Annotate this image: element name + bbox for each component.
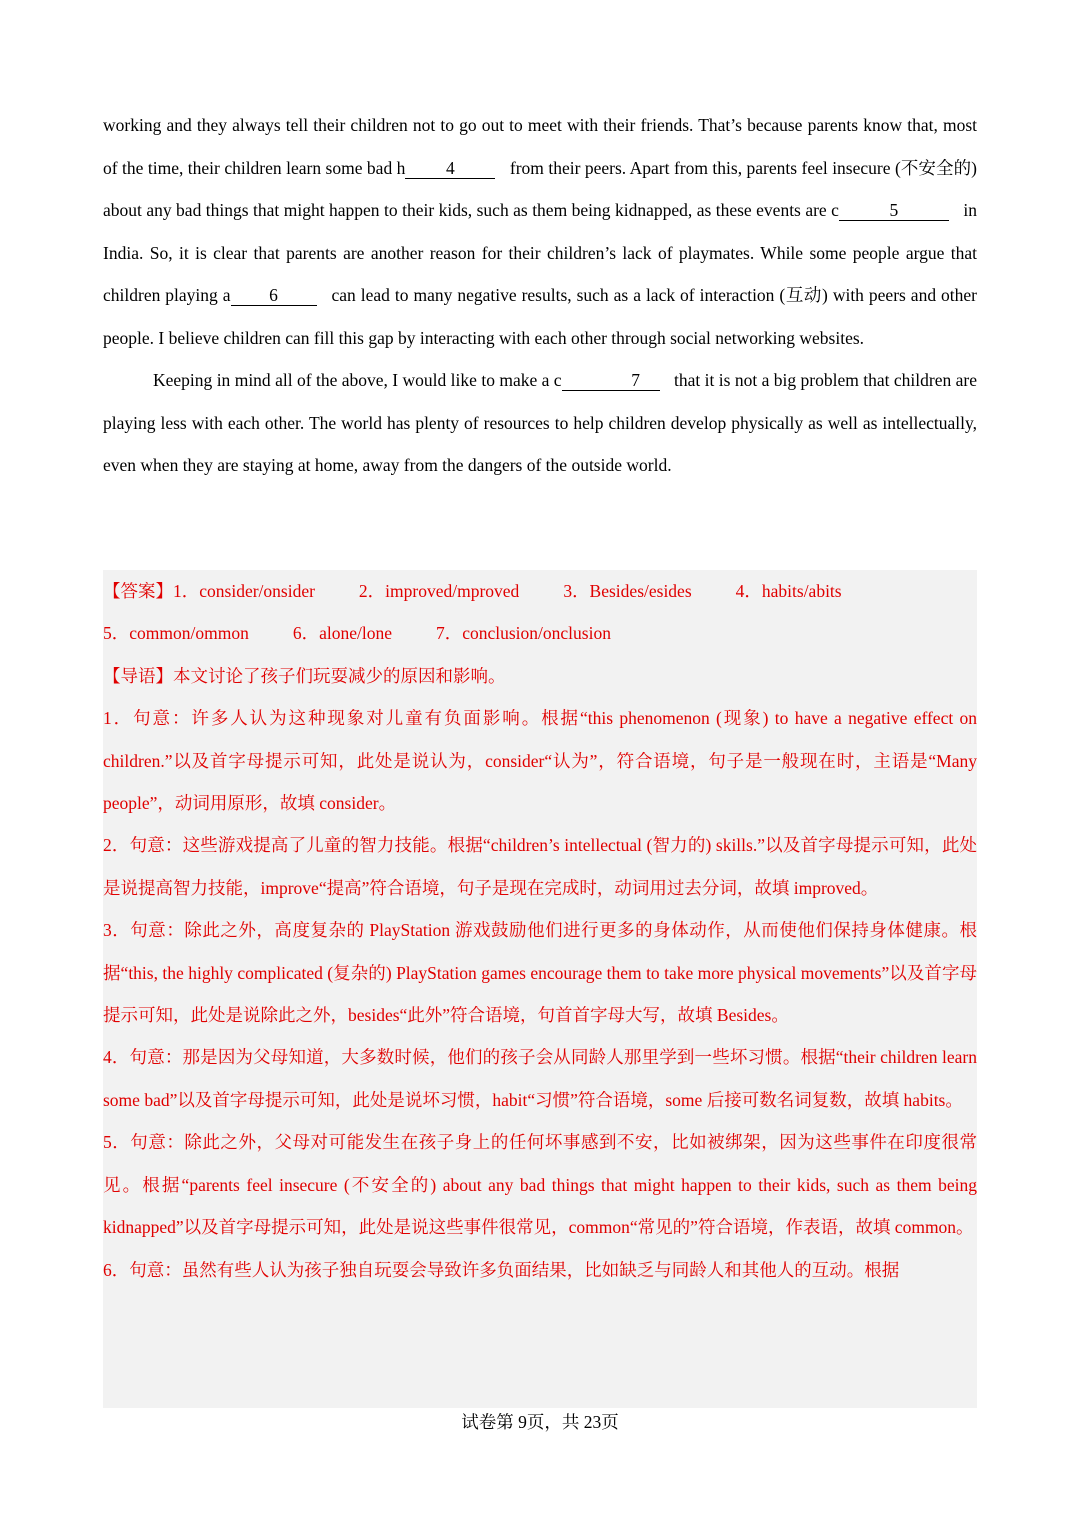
answer-item: 3．Besides/esides <box>563 581 692 601</box>
answer-item: 7．conclusion/onclusion <box>435 623 611 644</box>
answer-item: 1．consider/onsider <box>173 581 315 601</box>
passage-paragraph-1 <box>103 104 977 359</box>
explanation-3: 3．句意：除此之外，高度复杂的 PlayStation 游戏鼓励他们进行更多的身体动作，从而使他们保持身体健康。根据“this, the highly complicated (复杂的) PlayStation games encourage them to take more physical movements”以及首字母提示可知，此处是说除此之外，besides“此外”符合语境，句首首字母大写，故填 Besides。 <box>103 920 977 1026</box>
explanation-4: 4．句意：那是因为父母知道，大多数时候，他们的孩子会从同龄人那里学到一些坏习惯。根据“their children learn some bad”以及首字母提示可知，此处是说坏习惯，habit“习惯”符合语境，some 后接可数名词复数，故填 habits。 <box>103 1047 977 1110</box>
answer-list <box>103 570 977 655</box>
answer-item: 6．alone/lone <box>292 623 392 644</box>
passage-text: Keeping in mind all of the above, I would like to make a c <box>153 370 562 390</box>
blank-6: 6 <box>231 285 317 306</box>
answer-item: 2．improved/mproved <box>358 581 520 601</box>
passage-text: working and they always tell their children not to go out to meet with their friends. That’s because parents know that, most of the time, their children learn some bad h <box>103 115 977 178</box>
passage-text: from their peers. Apart from this, parents feel insecure (不安全的) about any bad things that might happen to their kids, such as them being kidnapped, as these events are c <box>103 157 977 220</box>
blank-4: 4 <box>405 158 495 179</box>
explanation-6: 6．句意：虽然有些人认为孩子独自玩耍会导致许多负面结果，比如缺乏与同龄人和其他人的互动。根据 <box>103 1259 900 1280</box>
answer-item: 5．common/ommon <box>103 623 249 644</box>
passage-paragraph-2 <box>103 359 977 487</box>
blank-7: 7 <box>562 370 660 391</box>
passage <box>103 104 977 487</box>
passage-text: in India. So, it is clear that parents are another reason for their children’s lack of playmates. While some people argue that children playing a <box>103 200 977 305</box>
blank-5: 5 <box>839 200 949 221</box>
passage-text: that it is not a big problem that children are playing less with each other. The world has plenty of resources to help children develop physically as well as intellectually, even when they are staying at home, away from the dangers of the outside world. <box>103 370 978 475</box>
passage-text: can lead to many negative results, such as a lack of interaction (互动) with peers and other people. I believe children can fill this gap by interacting with each other through social networking websites. <box>103 285 977 348</box>
explanation-5: 5．句意：除此之外，父母对可能发生在孩子身上的任何坏事感到不安，比如被绑架，因为这些事件在印度很常见。根据“parents feel insecure (不安全的) about any bad things that might happen to their kids, such as them being kidnapped”以及首字母提示可知，此处是说这些事件很常见，common“常见的”符合语境，作表语，故填 common。 <box>103 1132 977 1238</box>
page-footer: 试卷第 9页，共 23页 <box>461 1412 619 1432</box>
answer-section <box>103 570 977 1408</box>
guide-text: 本文讨论了孩子们玩耍减少的原因和影响。 <box>173 665 506 686</box>
guide <box>103 655 977 697</box>
explanation-1: 1．句意：许多人认为这种现象对儿童有负面影响。根据“this phenomenon (现象) to have a negative effect on children.”以及首字母提示可知，此处是说认为，consider“认为”，符合语境，句子是一般现在时，主语是“Many people”，动词用原形，故填 consider。 <box>103 708 977 814</box>
guide-label: 【导语】 <box>103 665 173 686</box>
explanation-2: 2．句意：这些游戏提高了儿童的智力技能。根据“children’s intellectual (智力的) skills.”以及首字母提示可知，此处是说提高智力技能，improve“提高”符合语境，句子是现在完成时，动词用过去分词，故填 improved。 <box>103 835 977 898</box>
answer-item: 4．habits/abits <box>735 581 842 601</box>
answer-label: 【答案】 <box>103 581 173 601</box>
